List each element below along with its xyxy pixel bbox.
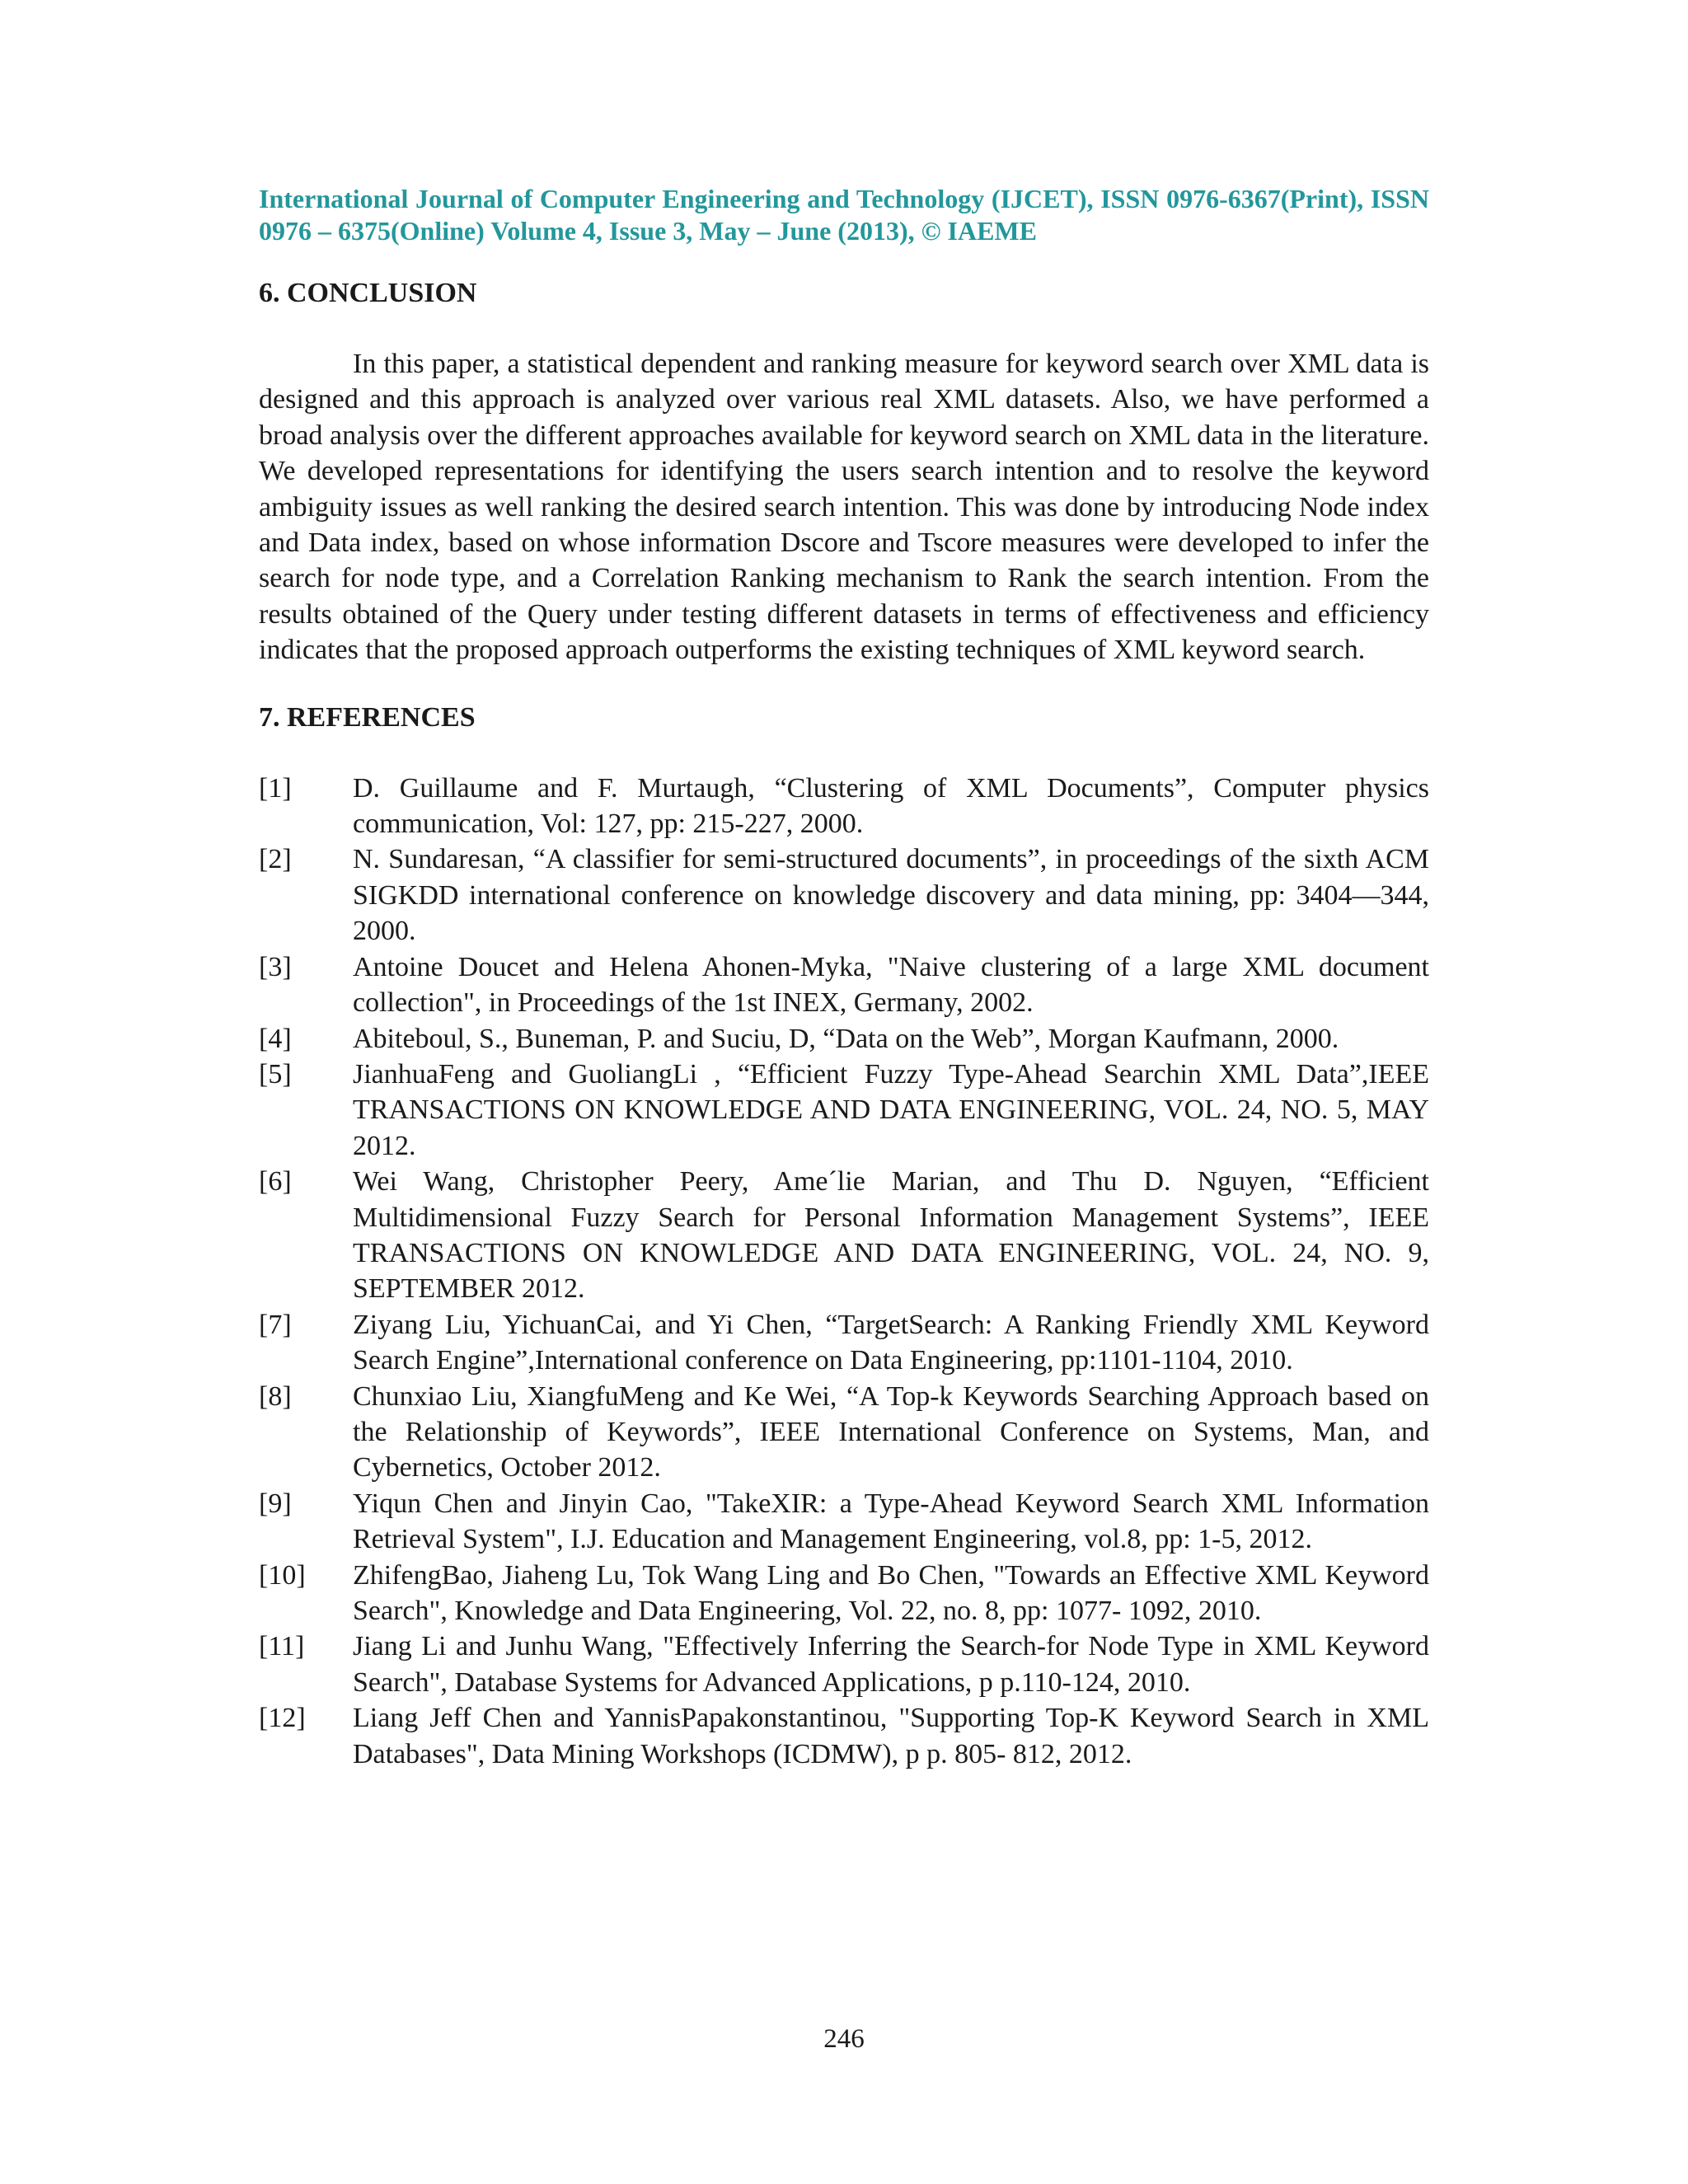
reference-item	[259, 1700, 1429, 1772]
reference-number: [4]	[259, 1023, 292, 1054]
reference-number: [5]	[259, 1058, 292, 1090]
reference-text: Abiteboul, S., Buneman, P. and Suciu, D, “Data on the Web”, Morgan Kaufmann, 2000.	[353, 1023, 1339, 1054]
reference-number: [3]	[259, 951, 292, 982]
reference-item	[259, 1164, 1429, 1307]
conclusion-heading: 6. CONCLUSION	[259, 278, 477, 308]
page-number: 246	[823, 2024, 865, 2054]
reference-item	[259, 841, 1429, 949]
reference-item	[259, 1057, 1429, 1164]
reference-number: [7]	[259, 1309, 292, 1340]
reference-text: ZhifengBao, Jiaheng Lu, Tok Wang Ling and Bo Chen, "Towards an Effective XML Keyword Search", Knowledge and Data Engineering, Vol. 22, no. 8, pp: 1077- 1092, 2010.	[353, 1559, 1429, 1626]
reference-item	[259, 1021, 1429, 1057]
reference-item	[259, 949, 1429, 1021]
reference-number: [2]	[259, 844, 292, 875]
reference-text: Yiqun Chen and Jinyin Cao, "TakeXIR: a Type-Ahead Keyword Search XML Information Retrieval System", I.J. Education and Management Engineering, vol.8, pp: 1-5, 2012.	[353, 1488, 1429, 1555]
conclusion-paragraph: In this paper, a statistical dependent and ranking measure for keyword search over XML data is designed and this approach is analyzed over various real XML datasets. Also, we have performed a broad analysis over the different approaches available for keyword search on XML data in the literature. We developed representations for identifying the users search intention and to resolve the keyword ambiguity issues as well ranking the desired search intention. This was done by introducing Node index and Data index, based on whose information Dscore and Tscore measures were developed to infer the search for node type, and a Correlation Ranking mechanism to Rank the search intention. From the results obtained of the Query under testing different datasets in terms of effectiveness and efficiency indicates that the proposed approach outperforms the existing techniques of XML keyword search.	[259, 349, 1429, 666]
reference-number: [11]	[259, 1631, 305, 1662]
reference-text: Chunxiao Liu, XiangfuMeng and Ke Wei, “A Top-k Keywords Searching Approach based on the Relationship of Keywords”, IEEE International Conference on Systems, Man, and Cybernetics, October 2012.	[353, 1380, 1429, 1483]
reference-text: JianhuaFeng and GuoliangLi , “Efficient Fuzzy Type-Ahead Searchin XML Data”,IEEE TRANSACTIONS ON KNOWLEDGE AND DATA ENGINEERING, VOL. 24, NO. 5, MAY 2012.	[353, 1058, 1429, 1161]
reference-list	[259, 771, 1429, 1772]
reference-text: D. Guillaume and F. Murtaugh, “Clustering of XML Documents”, Computer physics communication, Vol: 127, pp: 215-227, 2000.	[353, 772, 1429, 840]
reference-number: [9]	[259, 1488, 292, 1519]
reference-item	[259, 1629, 1429, 1700]
reference-text: Ziyang Liu, YichuanCai, and Yi Chen, “TargetSearch: A Ranking Friendly XML Keyword Search Engine”,International conference on Data Engineering, pp:1101-1104, 2010.	[353, 1309, 1429, 1376]
page-content	[259, 183, 1429, 1772]
reference-text: Wei Wang, Christopher Peery, Ame´lie Marian, and Thu D. Nguyen, “Efficient Multidimensional Fuzzy Search for Personal Information Management Systems”, IEEE TRANSACTIONS ON KNOWLEDGE AND DATA ENGINEERING, VOL. 24, NO. 9, SEPTEMBER 2012.	[353, 1166, 1429, 1305]
reference-number: [8]	[259, 1380, 292, 1412]
reference-number: [10]	[259, 1559, 306, 1591]
reference-number: [12]	[259, 1703, 306, 1734]
references-heading: 7. REFERENCES	[259, 701, 476, 733]
reference-item	[259, 1558, 1429, 1629]
reference-item	[259, 1379, 1429, 1486]
reference-number: [1]	[259, 772, 292, 804]
reference-text: Liang Jeff Chen and YannisPapakonstantinou, "Supporting Top-K Keyword Search in XML Databases", Data Mining Workshops (ICDMW), p p. 805- 812, 2012.	[353, 1703, 1429, 1769]
journal-header: International Journal of Computer Engineering and Technology (IJCET), ISSN 0976-6367(Print), ISSN 0976 – 6375(Online) Volume 4, Issue 3, May – June (2013), © IAEME	[259, 184, 1429, 246]
reference-text: Antoine Doucet and Helena Ahonen-Myka, "Naive clustering of a large XML document collection", in Proceedings of the 1st INEX, Germany, 2002.	[353, 951, 1429, 1019]
reference-text: Jiang Li and Junhu Wang, "Effectively Inferring the Search-for Node Type in XML Keyword Search", Database Systems for Advanced Applications, p p.110-124, 2010.	[353, 1631, 1429, 1698]
reference-item	[259, 771, 1429, 842]
reference-item	[259, 1486, 1429, 1558]
reference-item	[259, 1307, 1429, 1379]
reference-text: N. Sundaresan, “A classifier for semi-structured documents”, in proceedings of the sixth ACM SIGKDD international conference on knowledge discovery and data mining, pp: 3404—344, 2000.	[353, 844, 1429, 947]
reference-number: [6]	[259, 1166, 292, 1197]
